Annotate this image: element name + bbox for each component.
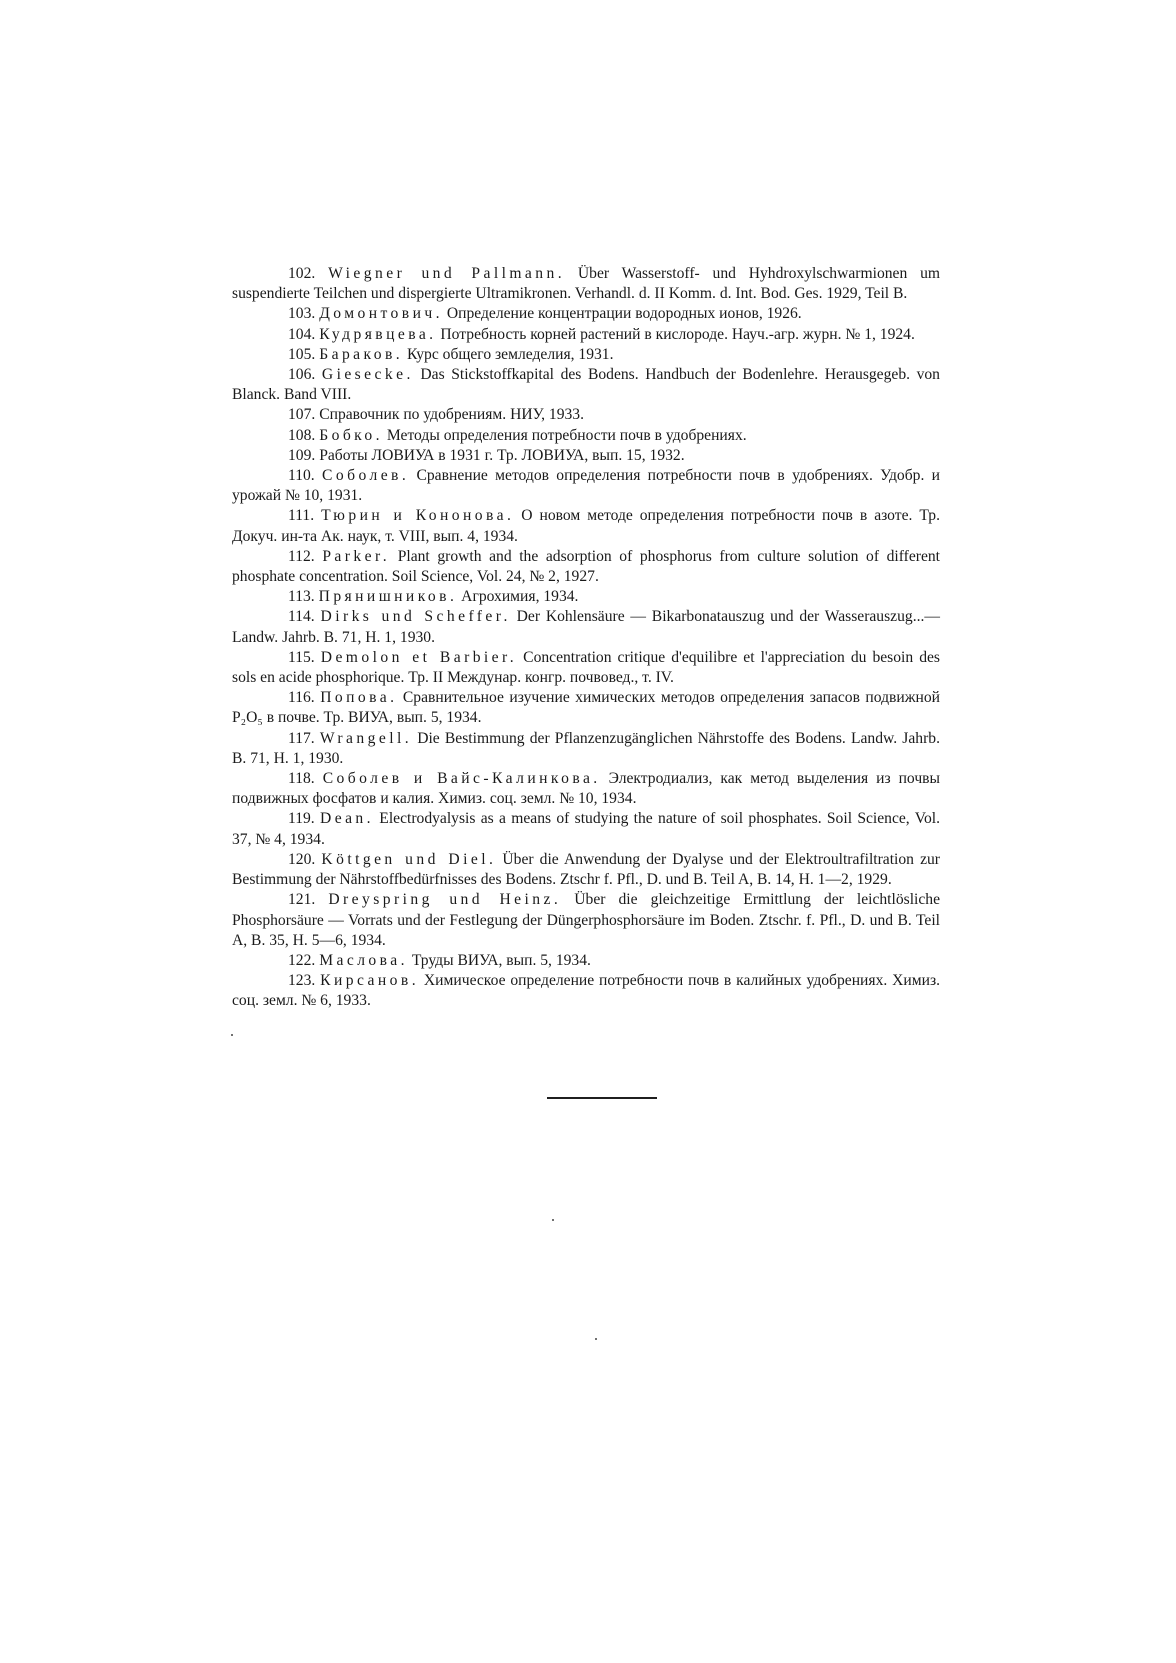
reference-number: 115. xyxy=(288,648,315,666)
reference-text: Der Kohlensäure — Bikarbonatauszug und der Wasserauszug...— Landw. Jahrb. B. 71, H. 1, 1930. xyxy=(232,608,940,646)
reference-text: Агрохимия, 1934. xyxy=(457,588,579,606)
reference-number: 103. xyxy=(288,305,316,323)
reference-number: 118. xyxy=(288,770,315,788)
reference-author: Parker. xyxy=(322,547,391,565)
reference-item xyxy=(232,809,940,849)
reference-number: 107. xyxy=(288,406,316,424)
reference-item xyxy=(232,365,940,405)
reference-text: Электродиализ, как метод выделения из почвы подвижных фосфатов и калия. Химиз. соц. земл. № 10, 1934. xyxy=(232,770,940,808)
reference-number: 105. xyxy=(288,345,316,363)
reference-item xyxy=(232,648,940,688)
reference-author: Соболев. xyxy=(322,467,410,485)
reference-item xyxy=(232,264,940,304)
reference-number: 104. xyxy=(288,325,316,343)
reference-number: 121. xyxy=(288,891,316,909)
reference-author: Бобко. xyxy=(319,426,383,444)
reference-item xyxy=(232,850,940,890)
reference-author: Маслова. xyxy=(319,951,408,969)
reference-author: Соболев и Вайс-Калинкова. xyxy=(322,770,601,788)
reference-author: Wiegner und Pallmann. xyxy=(328,265,566,282)
reference-number: 119. xyxy=(288,810,315,828)
reference-number: 102. xyxy=(288,265,316,282)
reference-item xyxy=(232,547,940,587)
reference-item xyxy=(232,304,940,324)
reference-item xyxy=(232,971,940,1011)
scan-speck xyxy=(595,1338,597,1340)
reference-author: Demolon et Barbier. xyxy=(320,648,518,666)
reference-text: Потребность корней растений в кислороде. Науч.-агр. журн. № 1, 1924. xyxy=(436,325,915,343)
reference-author: Прянишников. xyxy=(318,588,458,606)
reference-author: Giesecke. xyxy=(321,366,414,384)
reference-item xyxy=(232,607,940,647)
reference-text: О новом методе определения потребности почв в азоте. Тр. Докуч. ин-та Ак. наук, т. VIII, вып. 4, 1934. xyxy=(232,507,940,545)
reference-text: Работы ЛОВИУА в 1931 г. Тр. ЛОВИУА, вып. 15, 1932. xyxy=(315,446,685,464)
reference-number: 116. xyxy=(288,689,315,707)
reference-number: 113. xyxy=(288,588,315,606)
reference-text: Курс общего земледелия, 1931. xyxy=(403,345,614,363)
reference-author: Köttgen und Diel. xyxy=(321,850,497,868)
reference-number: 120. xyxy=(288,850,316,868)
reference-text: Сравнение методов определения потребности почв в удобрениях. Удобр. и урожай № 10, 1931. xyxy=(232,467,941,505)
reference-text: Plant growth and the adsorption of phosphorus from culture solution of different phosphate concentration. Soil Science, Vol. 24, № 2, 1927. xyxy=(232,547,941,586)
reference-text: Das Stickstoffkapital des Bodens. Handbuch der Bodenlehre. Herausgegeb. von Blanck. Band VIII. xyxy=(232,366,940,404)
reference-item xyxy=(232,325,940,345)
reference-text: Über Wasserstoff- und Hyhdroxylschwarmionen um suspendierte Teilchen und dispergierte Ultramikronen. Verhandl. d. II Komm. d. Int. Bod. Ges. 1929, Teil B. xyxy=(232,265,940,303)
reference-text: Concentration critique d'equilibre et l'appreciation du besoin des sols en acide phosphorique. Тр. II Междунар. конгр. почвовед., т. IV. xyxy=(232,648,940,687)
reference-item xyxy=(232,688,940,728)
reference-number: 109. xyxy=(288,446,316,464)
reference-item xyxy=(232,446,940,466)
reference-author: Домонтович. xyxy=(319,305,443,323)
reference-item xyxy=(232,405,940,425)
reference-number: 112. xyxy=(288,547,315,565)
reference-item xyxy=(232,769,940,809)
scan-speck xyxy=(552,1219,554,1221)
reference-text: Труды ВИУА, вып. 5, 1934. xyxy=(407,951,591,969)
reference-item xyxy=(232,587,940,607)
reference-number: 111. xyxy=(288,507,315,525)
reference-item xyxy=(232,426,940,446)
reference-text: Electrodyalysis as a means of studying the nature of soil phosphates. Soil Science, Vol. 37, № 4, 1934. xyxy=(232,810,940,848)
reference-text: Die Bestimmung der Pflanzenzugänglichen Nährstoffe des Bodens. Landw. Jahrb. B. 71, H. 1, 1930. xyxy=(232,729,940,767)
reference-number: 123. xyxy=(288,972,316,990)
reference-text: Сравнительное изучение химических методов определения запасов подвижной P₂O₅ в почве. Тр. ВИУА, вып. 5, 1934. xyxy=(232,689,940,727)
reference-author: Попова. xyxy=(320,689,398,707)
section-divider xyxy=(547,1097,657,1099)
reference-number: 108. xyxy=(288,426,316,444)
reference-item xyxy=(232,345,940,365)
reference-text: Справочник по удобрениям. НИУ, 1933. xyxy=(315,406,584,424)
reference-author: Wrangell. xyxy=(319,729,413,747)
reference-item xyxy=(232,506,940,546)
scan-speck xyxy=(231,1034,233,1036)
reference-author: Dean. xyxy=(320,810,374,828)
reference-author: Dirks und Scheffer. xyxy=(320,608,511,626)
reference-author: Кирсанов. xyxy=(320,972,420,990)
reference-text: Химическое определение потребности почв в калийных удобрениях. Химиз. соц. земл. № 6, 1933. xyxy=(232,972,940,1010)
reference-text: Über die Anwendung der Dyalyse und der Elektroultrafiltration zur Bestimmung der Nährstoffbedürfnisses des Bodens. Ztschr f. Pfl., D. und B. Teil A, B. 14, H. 1—2, 1929. xyxy=(232,850,940,889)
reference-number: 114. xyxy=(288,608,315,626)
reference-number: 106. xyxy=(288,366,316,384)
reference-author: Кудрявцева. xyxy=(319,325,437,343)
reference-author: Тюрин и Кононова. xyxy=(321,507,515,525)
reference-list xyxy=(232,264,940,1012)
reference-author: Dreyspring und Heinz. xyxy=(328,891,562,909)
reference-author: Бараков. xyxy=(319,345,404,363)
reference-number: 110. xyxy=(288,467,315,485)
reference-item xyxy=(232,890,940,951)
reference-number: 122. xyxy=(288,951,316,969)
reference-item xyxy=(232,729,940,769)
reference-item xyxy=(232,951,940,971)
reference-text: Методы определения потребности почв в удобрениях. xyxy=(382,426,747,444)
reference-number: 117. xyxy=(288,729,315,747)
reference-item xyxy=(232,466,940,506)
reference-text: Über die gleichzeitige Ermittlung der leichtlösliche Phosphorsäure — Vorrats und der Festlegung der Düngerphosphorsäure im Boden. Ztschr. f. Pfl., D. und B. Teil A, B. 35, H. 5—6, 1934. xyxy=(232,891,941,949)
reference-text: Определение концентрации водородных ионов, 1926. xyxy=(442,305,802,323)
